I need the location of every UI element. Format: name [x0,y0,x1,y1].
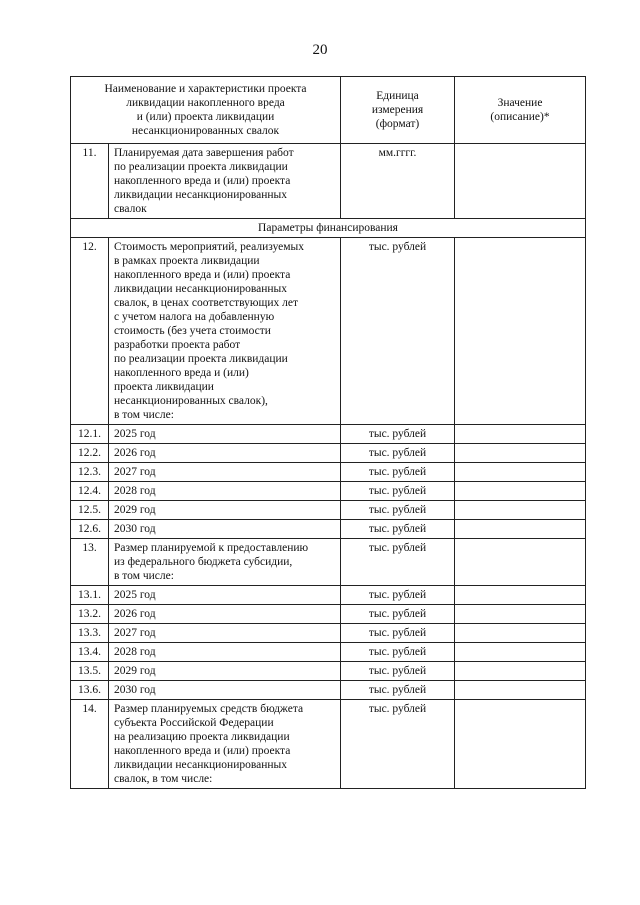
row-name: 2028 год [109,643,341,662]
row-unit: тыс. рублей [341,681,455,700]
table-row [71,238,586,425]
row-name: 2025 год [109,425,341,444]
row-name: 2025 год [109,586,341,605]
row-name: 2028 год [109,482,341,501]
row-unit: тыс. рублей [341,425,455,444]
row-number: 12.2. [71,444,109,463]
page-number: 20 [312,42,328,58]
row-value-cell[interactable] [455,643,586,662]
project-parameters-table [70,76,586,789]
row-number: 12.4. [71,482,109,501]
table-row [71,662,586,681]
header-unit: Единица измерения (формат) [341,77,455,144]
row-number: 14. [71,700,109,789]
row-value-cell[interactable] [455,586,586,605]
table-row [71,520,586,539]
header-value: Значение (описание)* [455,77,586,144]
row-name: 2026 год [109,605,341,624]
row-number: 12.3. [71,463,109,482]
table-row [71,539,586,586]
table-row [71,425,586,444]
row-unit: тыс. рублей [341,643,455,662]
table-row [71,605,586,624]
row-name: 2029 год [109,662,341,681]
row-value-cell[interactable] [455,700,586,789]
row-name: 2027 год [109,624,341,643]
row-name: Размер планируемой к предоставлению из федерального бюджета субсидии, в том числе: [109,539,341,586]
table-row [71,444,586,463]
row-number: 11. [71,144,109,219]
row-value-cell[interactable] [455,425,586,444]
row-number: 12. [71,238,109,425]
row-name: 2029 год [109,501,341,520]
row-value-cell[interactable] [455,624,586,643]
row-unit: тыс. рублей [341,539,455,586]
table-row [71,482,586,501]
row-number: 12.1. [71,425,109,444]
table-row [71,501,586,520]
row-value-cell[interactable] [455,681,586,700]
row-number: 13.5. [71,662,109,681]
row-value-cell[interactable] [455,501,586,520]
table-body [71,144,586,789]
row-unit: тыс. рублей [341,624,455,643]
row-name: 2030 год [109,681,341,700]
section-row [71,219,586,238]
table-row [71,463,586,482]
row-value-cell[interactable] [455,238,586,425]
row-value-cell[interactable] [455,539,586,586]
row-number: 12.6. [71,520,109,539]
row-unit: тыс. рублей [341,700,455,789]
header-name: Наименование и характеристики проекта ликвидации накопленного вреда и (или) проекта ликвидации несанкционированных свалок [71,77,341,144]
row-unit: тыс. рублей [341,463,455,482]
row-name: Размер планируемых средств бюджета субъекта Российской Федерации на реализацию проекта ликвидации накопленного вреда и (или) проекта ликвидации несанкционированных свалок, в том числе: [109,700,341,789]
row-value-cell[interactable] [455,520,586,539]
row-name: Планируемая дата завершения работ по реализации проекта ликвидации накопленного вреда и (или) проекта ликвидации несанкционированных свалок [109,144,341,219]
row-number: 13.3. [71,624,109,643]
table-row [71,700,586,789]
row-unit: тыс. рублей [341,238,455,425]
table-header-row [71,77,586,144]
row-name: 2030 год [109,520,341,539]
row-value-cell[interactable] [455,662,586,681]
row-value-cell[interactable] [455,482,586,501]
table-row [71,144,586,219]
row-number: 13.6. [71,681,109,700]
row-name: 2027 год [109,463,341,482]
table-row [71,681,586,700]
row-number: 12.5. [71,501,109,520]
table-row [71,643,586,662]
row-value-cell[interactable] [455,605,586,624]
row-number: 13.1. [71,586,109,605]
row-value-cell[interactable] [455,444,586,463]
row-name: 2026 год [109,444,341,463]
row-number: 13.4. [71,643,109,662]
table-row [71,586,586,605]
row-unit: тыс. рублей [341,520,455,539]
row-unit: тыс. рублей [341,482,455,501]
row-unit: тыс. рублей [341,501,455,520]
row-number: 13. [71,539,109,586]
row-name: Стоимость мероприятий, реализуемых в рамках проекта ликвидации накопленного вреда и (или) проекта ликвидации несанкционированных свалок, в ценах соответствующих лет с учетом налога на добавленную стоимость (без учета стоимости разработки проекта работ по реализации проекта ликвидации накопленного вреда и (или) проекта ликвидации несанкционированных свалок), в том числе: [109,238,341,425]
row-value-cell[interactable] [455,144,586,219]
table-row [71,624,586,643]
row-unit: тыс. рублей [341,444,455,463]
row-value-cell[interactable] [455,463,586,482]
section-title: Параметры финансирования [71,219,586,238]
row-unit: тыс. рублей [341,586,455,605]
row-unit: мм.гггг. [341,144,455,219]
row-unit: тыс. рублей [341,662,455,681]
row-number: 13.2. [71,605,109,624]
row-unit: тыс. рублей [341,605,455,624]
